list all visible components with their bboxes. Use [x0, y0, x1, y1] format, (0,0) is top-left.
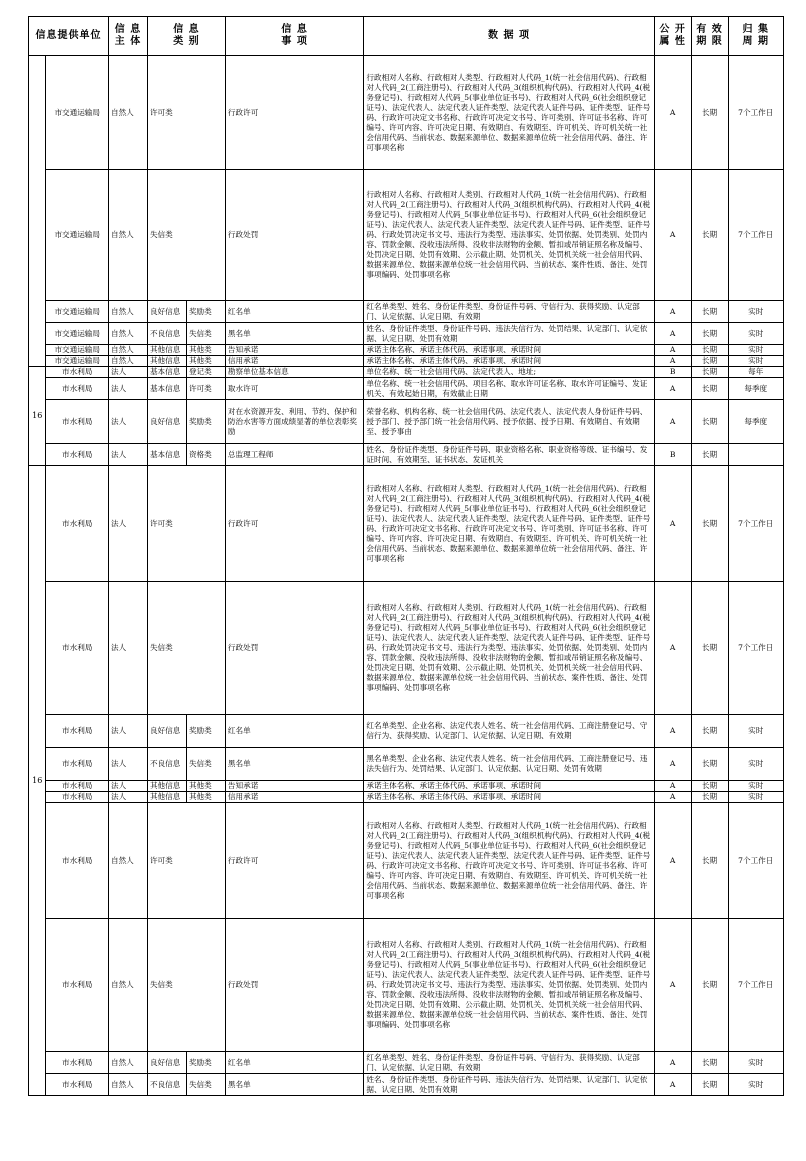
data-items-cell: 承诺主体名称、承诺主体代码、承诺事项、承诺时间	[364, 345, 654, 356]
cycle-cell: 每季度	[728, 400, 783, 444]
category-cell: 许可类	[147, 56, 225, 170]
category-cell: 良好信息	[147, 1052, 186, 1074]
data-items-cell: 单位名称、统一社会信用代码、法定代表人、地址;	[364, 367, 654, 378]
public-attr-cell: A	[654, 378, 691, 400]
validity-cell: 长期	[691, 444, 728, 466]
provider-unit-cell: 市水利局	[46, 1052, 109, 1074]
subject-cell: 自然人	[109, 56, 148, 170]
provider-unit-cell: 市水利局	[46, 378, 109, 400]
subject-cell: 自然人	[109, 1074, 148, 1096]
table-row	[29, 345, 784, 356]
data-items-cell: 黑名单类型、企业名称、法定代表人姓名、统一社会信用代码、工商注册登记号、违法失信行为、处罚结果、认定部门、认定依据、认定日期、处罚有效期	[364, 748, 654, 781]
data-items-cell: 行政相对人名称、行政相对人类型、行政相对人代码_1(统一社会信用代码)、行政相对人代码_2(工商注册号)、行政相对人代码_3(组织机构代码)、行政相对人代码_4(税务登记号)、行政相对人代码_5(事业单位证书号)、行政相对人代码_6(社会组织登记证号)、法定代表人、法定代表人证件类型、法定代表人证件号码、证件类型、证件号码、行政许可决定文书名称、行政许可决定文书号、许可类别、许可证书名称、许可编号、许可内容、许可决定日期、有效期自、有效期至、许可机关、许可机关统一社会信用代码、当前状态、数据来源单位、数据来源单位统一社会信用代码、备注、许可事项名称	[364, 56, 654, 170]
subcategory-cell: 奖励类	[186, 301, 225, 323]
public-attr-cell: A	[654, 919, 691, 1052]
validity-cell: 长期	[691, 301, 728, 323]
data-items-cell: 姓名、身份证件类型、身份证件号码、职业资格名称、职业资格等级、证书编号、发证时间、有效期至、证书状态、发证机关	[364, 444, 654, 466]
subject-cell: 自然人	[109, 803, 148, 919]
subcategory-cell: 奖励类	[186, 715, 225, 748]
header-validity: 有 效 期 限	[691, 17, 728, 56]
table-row	[29, 803, 784, 919]
data-items-cell: 姓名、身份证件类型、身份证件号码、违法失信行为、处罚结果、认定部门、认定依据、认定日期、处罚有效期	[364, 1074, 654, 1096]
table-row	[29, 781, 784, 792]
validity-cell: 长期	[691, 400, 728, 444]
provider-unit-cell: 市交通运输局	[46, 345, 109, 356]
table-row	[29, 466, 784, 582]
subject-cell: 法人	[109, 715, 148, 748]
category-cell: 良好信息	[147, 715, 186, 748]
item-cell: 黑名单	[225, 748, 363, 781]
group-number-cell: 16	[29, 367, 46, 466]
data-items-cell: 承诺主体名称、承诺主体代码、承诺事项、承诺时间	[364, 792, 654, 803]
provider-unit-cell: 市交通运输局	[46, 170, 109, 301]
category-cell: 其他信息	[147, 781, 186, 792]
validity-cell: 长期	[691, 1074, 728, 1096]
cycle-cell: 7个工作日	[728, 56, 783, 170]
item-cell: 红名单	[225, 301, 363, 323]
public-attr-cell: A	[654, 56, 691, 170]
cycle-cell: 实时	[728, 323, 783, 345]
table-row	[29, 400, 784, 444]
item-cell: 行政许可	[225, 803, 363, 919]
subject-cell: 法人	[109, 367, 148, 378]
item-cell: 总监理工程师	[225, 444, 363, 466]
category-cell: 基本信息	[147, 378, 186, 400]
subject-cell: 法人	[109, 444, 148, 466]
cycle-cell: 7个工作日	[728, 919, 783, 1052]
data-items-cell: 承诺主体名称、承诺主体代码、承诺事项、承诺时间	[364, 781, 654, 792]
provider-unit-cell: 市水利局	[46, 715, 109, 748]
subject-cell: 法人	[109, 378, 148, 400]
validity-cell: 长期	[691, 378, 728, 400]
provider-unit-cell: 市交通运输局	[46, 356, 109, 367]
provider-unit-cell: 市水利局	[46, 792, 109, 803]
validity-cell: 长期	[691, 803, 728, 919]
subcategory-cell: 许可类	[186, 378, 225, 400]
table-row	[29, 792, 784, 803]
item-cell: 黑名单	[225, 323, 363, 345]
validity-cell: 长期	[691, 367, 728, 378]
provider-unit-cell: 市水利局	[46, 803, 109, 919]
table-row	[29, 1052, 784, 1074]
header-cycle: 归 集 周 期	[728, 17, 783, 56]
subject-cell: 法人	[109, 466, 148, 582]
data-items-cell: 行政相对人名称、行政相对人类型、行政相对人代码_1(统一社会信用代码)、行政相对人代码_2(工商注册号)、行政相对人代码_3(组织机构代码)、行政相对人代码_4(税务登记号)、行政相对人代码_5(事业单位证书号)、行政相对人代码_6(社会组织登记证号)、法定代表人、法定代表人证件类型、法定代表人证件号码、证件类型、证件号码、行政许可决定文书名称、行政许可决定文书号、许可类别、许可证书名称、许可编号、许可内容、许可决定日期、有效期自、有效期至、许可机关、许可机关统一社会信用代码、当前状态、数据来源单位、数据来源单位统一社会信用代码、备注、许可事项名称	[364, 466, 654, 582]
provider-unit-cell: 市水利局	[46, 444, 109, 466]
cycle-cell: 7个工作日	[728, 170, 783, 301]
public-attr-cell: A	[654, 803, 691, 919]
provider-unit-cell: 市水利局	[46, 781, 109, 792]
item-cell: 行政处罚	[225, 170, 363, 301]
provider-unit-cell: 市水利局	[46, 919, 109, 1052]
category-cell: 许可类	[147, 466, 225, 582]
table-row	[29, 715, 784, 748]
data-items-cell: 行政相对人名称、行政相对人类型、行政相对人代码_1(统一社会信用代码)、行政相对人代码_2(工商注册号)、行政相对人代码_3(组织机构代码)、行政相对人代码_4(税务登记号)、行政相对人代码_5(事业单位证书号)、行政相对人代码_6(社会组织登记证号)、法定代表人、法定代表人证件类型、法定代表人证件号码、证件类型、证件号码、行政许可决定文书名称、行政许可决定文书号、许可类别、许可证书名称、许可编号、许可内容、许可决定日期、有效期自、有效期至、许可机关、许可机关统一社会信用代码、当前状态、数据来源单位、数据来源单位统一社会信用代码、备注、许可事项名称	[364, 803, 654, 919]
public-attr-cell: A	[654, 301, 691, 323]
item-cell: 取水许可	[225, 378, 363, 400]
category-cell: 许可类	[147, 803, 225, 919]
header-item: 信 息 事 项	[225, 17, 363, 56]
subject-cell: 法人	[109, 748, 148, 781]
header-category: 信 息 类 别	[147, 17, 225, 56]
data-items-cell: 行政相对人名称、行政相对人类别、行政相对人代码_1(统一社会信用代码)、行政相对人代码_2(工商注册号)、行政相对人代码_3(组织机构代码)、行政相对人代码_4(税务登记号)、行政相对人代码_5(事业单位证书号)、行政相对人代码_6(社会组织登记证号)、法定代表人、法定代表人证件类型、法定代表人证件号码、证件类型、证件号码、行政处罚决定书文号、违法行为类型、违法事实、处罚依据、处罚类别、处罚内容、罚款金额、没收违法所得、没收非法财物的金额、暂扣或吊销证照名称及编号、处罚决定日期、处罚有效期、公示截止期、处罚机关、处罚机关统一社会信用代码、数据来源单位、数据来源单位统一社会信用代码、当前状态、案件性质、备注、处罚事项编码、处罚事项名称	[364, 919, 654, 1052]
provider-unit-cell: 市水利局	[46, 367, 109, 378]
subcategory-cell: 其他类	[186, 356, 225, 367]
provider-unit-cell: 市水利局	[46, 466, 109, 582]
table-row	[29, 582, 784, 715]
subcategory-cell: 资格类	[186, 444, 225, 466]
data-items-cell: 荣誉名称、机构名称、统一社会信用代码、法定代表人、法定代表人身份证件号码、授予部门、授予部门统一社会信用代码、授予依据、授予日期、有效期自、有效期至、授予事由	[364, 400, 654, 444]
data-catalog-table	[28, 16, 784, 1096]
public-attr-cell: A	[654, 715, 691, 748]
table-row	[29, 170, 784, 301]
subcategory-cell: 奖励类	[186, 1052, 225, 1074]
data-items-cell: 红名单类型、企业名称、法定代表人姓名、统一社会信用代码、工商注册登记号、守信行为、获得奖励、认定部门、认定依据、认定日期、有效期	[364, 715, 654, 748]
data-items-cell: 行政相对人名称、行政相对人类别、行政相对人代码_1(统一社会信用代码)、行政相对人代码_2(工商注册号)、行政相对人代码_3(组织机构代码)、行政相对人代码_4(税务登记号)、行政相对人代码_5(事业单位证书号)、行政相对人代码_6(社会组织登记证号)、法定代表人、法定代表人证件类型、法定代表人证件号码、证件类型、证件号码、行政处罚决定书文号、违法行为类型、违法事实、处罚依据、处罚类别、处罚内容、罚款金额、没收违法所得、没收非法财物的金额、暂扣或吊销证照名称及编号、处罚决定日期、处罚有效期、公示截止期、处罚机关、处罚机关统一社会信用代码、数据来源单位、数据来源单位统一社会信用代码、当前状态、案件性质、备注、处罚事项编码、处罚事项名称	[364, 170, 654, 301]
category-cell: 良好信息	[147, 400, 186, 444]
validity-cell: 长期	[691, 919, 728, 1052]
public-attr-cell: B	[654, 367, 691, 378]
item-cell: 黑名单	[225, 1074, 363, 1096]
table-row	[29, 56, 784, 170]
cycle-cell: 实时	[728, 1052, 783, 1074]
item-cell: 勘察单位基本信息	[225, 367, 363, 378]
provider-unit-cell: 市水利局	[46, 1074, 109, 1096]
subcategory-cell: 失信类	[186, 323, 225, 345]
data-items-cell: 红名单类型、姓名、身份证件类型、身份证件号码、守信行为、获得奖励、认定部门、认定依据、认定日期、有效期	[364, 301, 654, 323]
data-items-cell: 红名单类型、姓名、身份证件类型、身份证件号码、守信行为、获得奖励、认定部门、认定依据、认定日期、有效期	[364, 1052, 654, 1074]
data-items-cell: 行政相对人名称、行政相对人类别、行政相对人代码_1(统一社会信用代码)、行政相对人代码_2(工商注册号)、行政相对人代码_3(组织机构代码)、行政相对人代码_4(税务登记号)、行政相对人代码_5(事业单位证书号)、行政相对人代码_6(社会组织登记证号)、法定代表人、法定代表人证件类型、法定代表人证件号码、证件类型、证件号码、行政处罚决定书文号、违法行为类型、违法事实、处罚依据、处罚类别、处罚内容、罚款金额、没收违法所得、没收非法财物的金额、暂扣或吊销证照名称及编号、处罚决定日期、处罚有效期、公示截止期、处罚机关、处罚机关统一社会信用代码、数据来源单位、数据来源单位统一社会信用代码、当前状态、案件性质、备注、处罚事项编码、处罚事项名称	[364, 582, 654, 715]
subject-cell: 自然人	[109, 345, 148, 356]
validity-cell: 长期	[691, 323, 728, 345]
header-row	[29, 17, 784, 56]
subcategory-cell: 其他类	[186, 345, 225, 356]
table-row	[29, 919, 784, 1052]
cycle-cell: 实时	[728, 356, 783, 367]
item-cell: 告知承诺	[225, 781, 363, 792]
group-number-cell	[29, 56, 46, 367]
subject-cell: 自然人	[109, 1052, 148, 1074]
public-attr-cell: A	[654, 792, 691, 803]
public-attr-cell: A	[654, 1052, 691, 1074]
public-attr-cell: A	[654, 781, 691, 792]
data-items-cell: 单位名称、统一社会信用代码、项目名称、取水许可证名称、取水许可证编号、发证机关、有效起始日期，有效截止日期	[364, 378, 654, 400]
cycle-cell: 7个工作日	[728, 803, 783, 919]
table-row	[29, 444, 784, 466]
table-row	[29, 748, 784, 781]
item-cell: 红名单	[225, 1052, 363, 1074]
subject-cell: 法人	[109, 781, 148, 792]
subject-cell: 自然人	[109, 301, 148, 323]
category-cell: 其他信息	[147, 792, 186, 803]
subject-cell: 法人	[109, 400, 148, 444]
subject-cell: 自然人	[109, 919, 148, 1052]
subcategory-cell: 登记类	[186, 367, 225, 378]
validity-cell: 长期	[691, 466, 728, 582]
provider-unit-cell: 市交通运输局	[46, 323, 109, 345]
subject-cell: 自然人	[109, 356, 148, 367]
group-number-cell: 16	[29, 466, 46, 1096]
validity-cell: 长期	[691, 170, 728, 301]
validity-cell: 长期	[691, 792, 728, 803]
table-row	[29, 301, 784, 323]
subject-cell: 法人	[109, 582, 148, 715]
provider-unit-cell: 市水利局	[46, 400, 109, 444]
table-row	[29, 356, 784, 367]
category-cell: 良好信息	[147, 301, 186, 323]
provider-unit-cell: 市交通运输局	[46, 301, 109, 323]
category-cell: 不良信息	[147, 748, 186, 781]
public-attr-cell: A	[654, 748, 691, 781]
category-cell: 失信类	[147, 582, 225, 715]
subcategory-cell: 失信类	[186, 1074, 225, 1096]
cycle-cell: 每年	[728, 367, 783, 378]
provider-unit-cell: 市水利局	[46, 748, 109, 781]
cycle-cell: 7个工作日	[728, 582, 783, 715]
item-cell: 行政处罚	[225, 919, 363, 1052]
validity-cell: 长期	[691, 715, 728, 748]
item-cell: 行政许可	[225, 466, 363, 582]
category-cell: 基本信息	[147, 444, 186, 466]
data-items-cell: 姓名、身份证件类型、身份证件号码、违法失信行为、处罚结果、认定部门、认定依据、认定日期、处罚有效期	[364, 323, 654, 345]
public-attr-cell: A	[654, 323, 691, 345]
provider-unit-cell: 市水利局	[46, 582, 109, 715]
item-cell: 信用承诺	[225, 792, 363, 803]
header-provider: 信息提供单位	[29, 17, 109, 56]
category-cell: 失信类	[147, 170, 225, 301]
item-cell: 告知承诺	[225, 345, 363, 356]
table-row	[29, 367, 784, 378]
subject-cell: 自然人	[109, 323, 148, 345]
category-cell: 不良信息	[147, 323, 186, 345]
subject-cell: 法人	[109, 792, 148, 803]
cycle-cell: 实时	[728, 345, 783, 356]
public-attr-cell: A	[654, 400, 691, 444]
public-attr-cell: A	[654, 170, 691, 301]
cycle-cell: 实时	[728, 1074, 783, 1096]
validity-cell: 长期	[691, 56, 728, 170]
table-row	[29, 323, 784, 345]
header-public: 公 开 属 性	[654, 17, 691, 56]
table-row	[29, 1074, 784, 1096]
validity-cell: 长期	[691, 748, 728, 781]
subcategory-cell: 其他类	[186, 792, 225, 803]
category-cell: 其他信息	[147, 356, 186, 367]
public-attr-cell: A	[654, 356, 691, 367]
public-attr-cell: B	[654, 444, 691, 466]
cycle-cell: 实时	[728, 748, 783, 781]
cycle-cell: 实时	[728, 792, 783, 803]
validity-cell: 长期	[691, 345, 728, 356]
public-attr-cell: A	[654, 582, 691, 715]
subcategory-cell: 失信类	[186, 748, 225, 781]
category-cell: 失信类	[147, 919, 225, 1052]
item-cell: 对在水资源开发、利用、节约、保护和防治水害等方面成绩显著的单位表彰奖励	[225, 400, 363, 444]
cycle-cell: 每季度	[728, 378, 783, 400]
subject-cell: 自然人	[109, 170, 148, 301]
cycle-cell: 7个工作日	[728, 466, 783, 582]
validity-cell: 长期	[691, 781, 728, 792]
public-attr-cell: A	[654, 466, 691, 582]
table-body	[29, 56, 784, 1096]
header-data-items: 数 据 项	[364, 17, 654, 56]
category-cell: 不良信息	[147, 1074, 186, 1096]
subcategory-cell: 其他类	[186, 781, 225, 792]
item-cell: 行政许可	[225, 56, 363, 170]
cycle-cell: 实时	[728, 715, 783, 748]
cycle-cell: 实时	[728, 301, 783, 323]
cycle-cell: 实时	[728, 781, 783, 792]
header-subject: 信 息 主 体	[109, 17, 148, 56]
public-attr-cell: A	[654, 1074, 691, 1096]
validity-cell: 长期	[691, 356, 728, 367]
subcategory-cell: 奖励类	[186, 400, 225, 444]
provider-unit-cell: 市交通运输局	[46, 56, 109, 170]
validity-cell: 长期	[691, 582, 728, 715]
validity-cell: 长期	[691, 1052, 728, 1074]
public-attr-cell: A	[654, 345, 691, 356]
item-cell: 信用承诺	[225, 356, 363, 367]
item-cell: 行政处罚	[225, 582, 363, 715]
category-cell: 基本信息	[147, 367, 186, 378]
category-cell: 其他信息	[147, 345, 186, 356]
table-row	[29, 378, 784, 400]
item-cell: 红名单	[225, 715, 363, 748]
data-items-cell: 承诺主体名称、承诺主体代码、承诺事项、承诺时间	[364, 356, 654, 367]
cycle-cell	[728, 444, 783, 466]
